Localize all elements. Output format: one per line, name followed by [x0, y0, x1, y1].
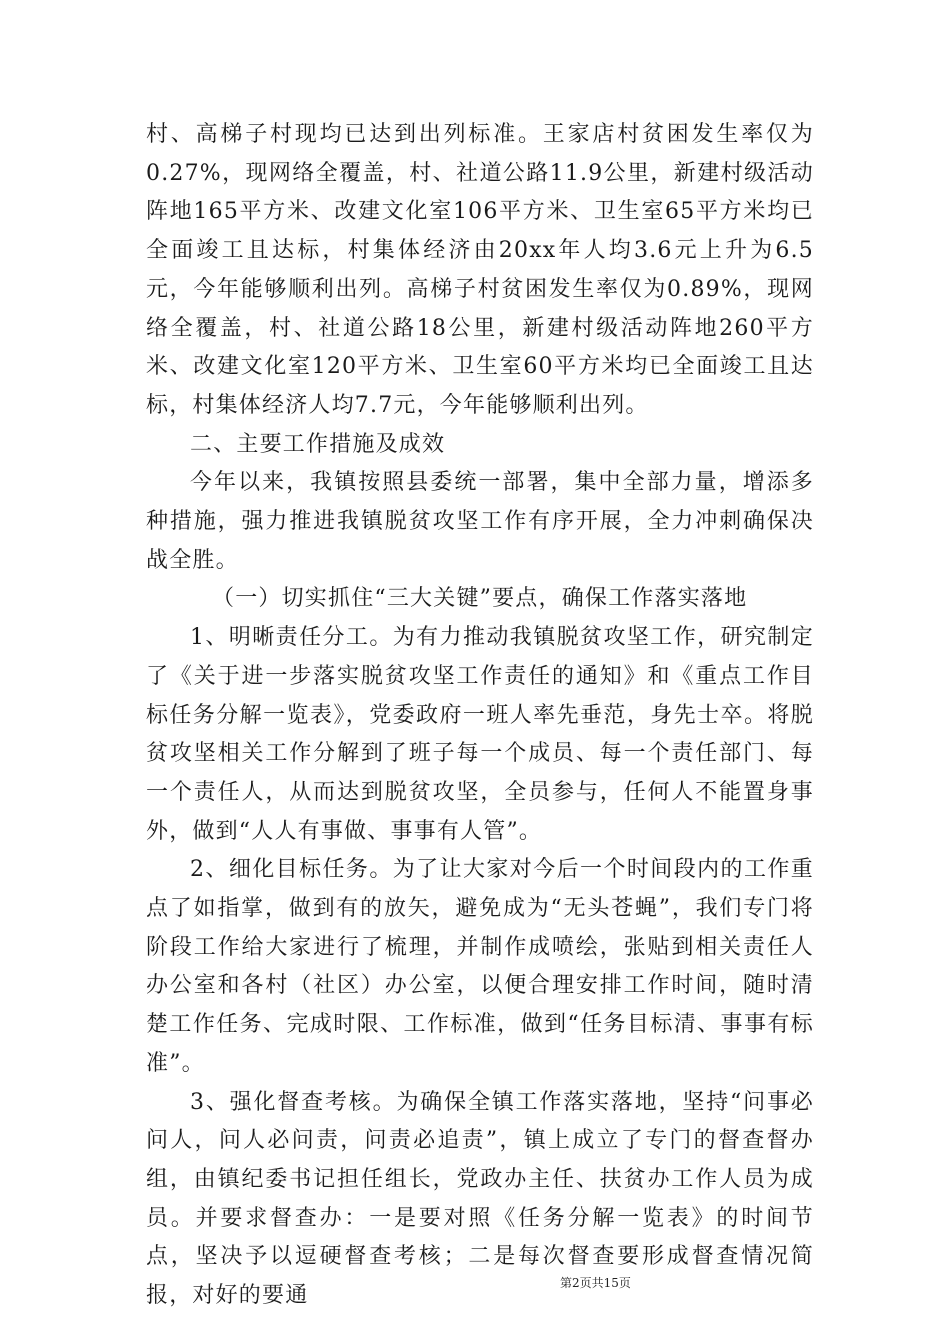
paragraph-item-1: 1、明晰责任分工。为有力推动我镇脱贫攻坚工作，研究制定了《关于进一步落实脱贫攻坚工作责任的通知》和《重点工作目标任务分解一览表》，党委政府一班人率先垂范，身先士卒。将脱贫攻坚相关工作分解到了班子每一个成员、每一个责任部门、每一个责任人，从而达到脱贫攻坚，全员参与，任何人不能置身事外，做到“人人有事做、事事有人管”。 — [146, 625, 814, 844]
paragraph-continuation: 村、高梯子村现均已达到出列标准。王家店村贫困发生率仅为0.27%，现网络全覆盖，村、社道公路11.9公里，新建村级活动阵地165平方米、改建文化室106平方米、卫生室65平方米均已全面竣工且达标，村集体经济由20xx年人均3.6元上升为6.5元，今年能够顺利出列。高梯子村贫困发生率仅为0.89%，现网络全覆盖，村、社道公路18公里，新建村级活动阵地260平方米、改建文化室120平方米、卫生室60平方米均已全面竣工且达标，村集体经济人均7.7元，今年能够顺利出列。 — [146, 122, 814, 418]
section-heading: 二、主要工作措施及成效 — [190, 431, 446, 457]
page-footer — [0, 1274, 950, 1291]
paragraph-item-3: 3、强化督查考核。为确保全镇工作落实落地，坚持“问事必问人，问人必问责，问责必追责”，镇上成立了专门的督查督办组，由镇纪委书记担任组长，党政办主任、扶贫办工作人员为成员。并要求督查办：一是要对照《任务分解一览表》的时间节点，坚决予以逗硬督查考核；二是每次督查要形成督查情况简报，对好的要通 — [146, 1089, 814, 1309]
paragraph-intro: 今年以来，我镇按照县委统一部署，集中全部力量，增添多种措施，强力推进我镇脱贫攻坚工作有序开展，全力冲刺确保决战全胜。 — [146, 470, 814, 573]
paragraph-item-2: 2、细化目标任务。为了让大家对今后一个时间段内的工作重点了如指掌，做到有的放矢，避免成为“无头苍蝇”，我们专门将阶段工作给大家进行了梳理，并制作成喷绘，张贴到相关责任人办公室和各村（社区）办公室，以便合理安排工作时间，随时清楚工作任务、完成时限、工作标准，做到“任务目标清、事事有标准”。 — [146, 857, 814, 1076]
page-number: 第2页共15页 — [560, 1276, 631, 1290]
document-body — [146, 116, 814, 1316]
subsection-heading: （一）切实抓住“三大关键”要点，确保工作落实落地 — [212, 586, 748, 612]
